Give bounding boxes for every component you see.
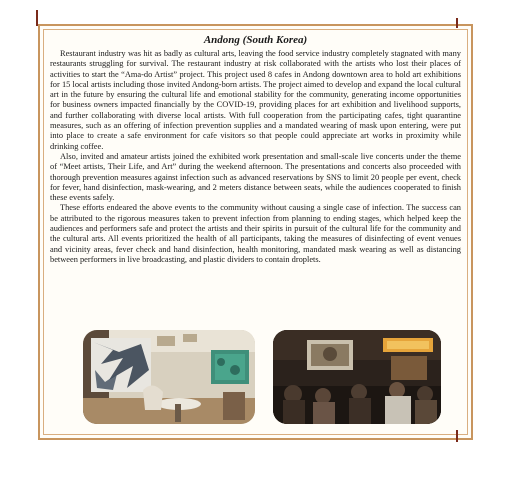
live-concert-photo <box>273 330 441 424</box>
corner-mark <box>456 18 458 28</box>
article-body <box>50 33 461 265</box>
paragraph-1: Restaurant industry was hit as badly as cultural arts, leaving the food service industry completely stagnated with many restaurants struggling for survival. The restaurant industry at risk collaborated with the artists who lost their places of activities to start the “Ama-do Artist” project. This project used 8 cafes in Andong downtown area to hold art exhibitions for 15 local artists including those invited Andong-born artists. The project aimed to develop and expand the local cultural art in the future by ensuring the cultural life and emotional stability for the community, generating income opportunities for business owners impacted financially by the COVID-19, providing places for art exhibition and livelihood supports, and further collaborating with diverse local artists. With full cooperation from the participating cafes, tight quarantine measures, such as an offering of infection prevention supplies and a mandated wearing of mask upon entering, were put into place to create a safe environment for cafe visitors so that people could appreciate art works in proximity while drinking coffee. <box>50 49 461 151</box>
photo-row <box>83 330 443 424</box>
paragraph-3: These efforts endeared the above events to the community without causing a single case of infection. The success can be attributed to the rigorous measures taken to prevent infection from planning to ending stages, which helped keep the audiences and performers safe and protect the artists and their spirits in pursuit of the cultural life for the community and the cultural arts. All events prioritized the health of all participants, taking the measures of disinfecting of event venues and vicinity areas, fever check and hand disinfection, health monitoring, mandated mask wearing as well as distancing between performers in live broadcasting, and plastic dividers to contain droplets. <box>50 203 461 264</box>
corner-mark <box>456 430 458 442</box>
cafe-exhibition-photo <box>83 330 255 424</box>
corner-mark <box>36 10 38 26</box>
paragraph-2: Also, invited and amateur artists joined the exhibited work presentation and small-scale live concerts under the theme of “Meet artists, Their Life, and Art” during the weekend afternoon. The presentations and concerts also proceeded with thorough prevention measures against infection such as advanced reservations by SNS to limit 20 people per event, check for fever, hand disinfection, mask-wearing, and 2 meters distance between seats, while the audiences cooperated to finish these events safely. <box>50 151 461 203</box>
article-title: Andong (South Korea) <box>203 34 308 46</box>
